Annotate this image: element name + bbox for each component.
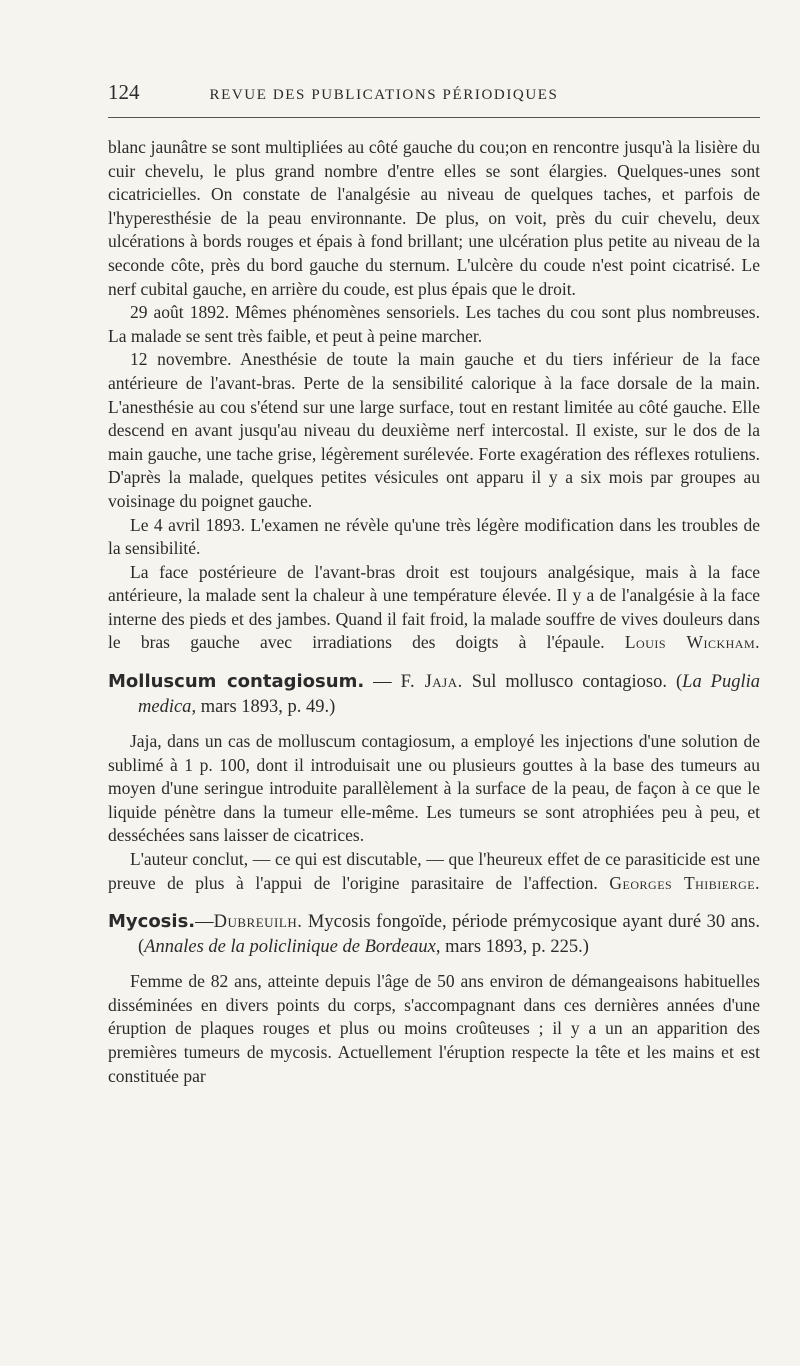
molluscum-journal: La Puglia medica	[138, 672, 761, 718]
molluscum-entry	[108, 669, 760, 895]
mycosis-entry	[108, 909, 760, 1088]
molluscum-paragraph-1: Jaja, dans un cas de molluscum contagiosum, a employé les injections d'une solution de sublimé à 1 p. 100, dont il introduisait une ou plusieurs gouttes à la base des tumeurs au moyen d'une seringue introduite parallèlement à la surface de la peau, de façon à ce que le liquide pénètre dans la tumeur elle-même. Les tumeurs se sont atrophiées peu à peu, et desséchées sans laisser de cicatrices.	[108, 731, 760, 846]
mycosis-paragraph-1: Femme de 82 ans, atteinte depuis l'âge de 50 ans environ de démangeaisons habituelles disséminées en divers points du corps, s'accompagnant dans ces dernières années d'une éruption de plaques rouges et plus ou moins croûteuses ; il y a un an apparition des premières tumeurs de mycosis. Actuellement l'éruption respecte la tête et les mains et est constituée par	[108, 971, 760, 1086]
molluscum-citation: , mars 1893, p. 49.)	[191, 697, 336, 718]
wickham-paragraph-1: blanc jaunâtre se sont multipliées au côté gauche du cou;on en rencontre jusqu'à la lisière du cuir chevelu, le plus grand nombre d'entre elles se sont élargies. Quelques-unes sont cicatricielles. On constate de l'analgésie au niveau de quelques taches, et parfois de l'hyperesthésie de la peau environnante. De plus, on voit, près du cuir chevelu, deux ulcérations à bords rouges et épais à fond brillant; une ulcération plus petite au niveau de la seconde côte, près du bord gauche du sternum. L'ulcère du coude n'est point cicatrisé. Le nerf cubital gauche, en arrière du coude, est plus épais que le droit.	[108, 137, 760, 299]
mycosis-dash: —	[195, 912, 214, 933]
body-text	[108, 136, 760, 1088]
molluscum-heading	[108, 669, 760, 720]
mycosis-citation: , mars 1893, p. 225.)	[435, 937, 589, 958]
mycosis-gap	[108, 960, 760, 970]
wickham-paragraph-2: 29 août 1892. Mêmes phénomènes sensoriels. Les taches du cou sont plus nombreuses. La malade se sent très faible, et peut à peine marcher.	[108, 302, 760, 346]
page-number: 124	[108, 80, 140, 104]
mycosis-article: Mycosis fongoïde, période prémycosique ayant duré 30 ans. (	[138, 912, 760, 958]
molluscum-signature: Georges Thibierge.	[609, 872, 761, 893]
wickham-paragraph-5	[108, 561, 760, 655]
wickham-signature: Louis Wickham.	[624, 632, 760, 653]
molluscum-dash: —	[364, 672, 401, 693]
molluscum-article: Sul mollusco contagioso. (	[462, 672, 683, 693]
molluscum-title: Molluscum contagiosum.	[108, 671, 365, 693]
molluscum-paragraph-2-text: L'auteur conclut, — ce qui est discutable, — que l'heureux effet de ce parasiticide est une preuve de plus à l'appui de l'origine parasitaire de l'affection.	[108, 849, 760, 893]
molluscum-paragraph-2	[108, 848, 760, 895]
mycosis-title: Mycosis.	[108, 911, 196, 933]
running-head: REVUE DES PUBLICATIONS PÉRIODIQUES	[209, 87, 559, 103]
wickham-paragraph-3: 12 novembre. Anesthésie de toute la main gauche et du tiers inférieur de la face antérieure de l'avant-bras. Perte de la sensibilité calorique à la face dorsale de la main. L'anesthésie au cou s'étend sur une large surface, tout en restant limitée au côté gauche. Elle descend en avant jusqu'au niveau du deuxième nerf intercostal. Il existe, sur le dos de la main gauche, une tache grise, légèrement surélevée. Forte exagération des réflexes rotuliens. D'après la malade, quelques petites vésicules ont apparu il y a six mois par groupes au voisinage du poignet gauche.	[108, 349, 760, 511]
mycosis-author: Dubreuilh.	[213, 912, 303, 933]
page-header	[108, 80, 760, 105]
wickham-paragraph-5-text: La face postérieure de l'avant-bras droit est toujours analgésique, mais à la face antérieure, la malade sent la chaleur à une température élevée. Il y a de l'analgésie à la face interne des pieds et des jambes. Quand il fait froid, la malade souffre de vives douleurs dans le bras gauche avec irradiations des doigts à l'épaule.	[108, 561, 760, 653]
molluscum-gap	[108, 720, 760, 730]
wickham-paragraph-4: Le 4 avril 1893. L'examen ne révèle qu'une très légère modification dans les troubles de la sensibilité.	[108, 514, 760, 559]
molluscum-author: F. Jaja.	[400, 672, 463, 693]
mycosis-heading	[108, 909, 760, 960]
header-rule	[108, 117, 760, 118]
mycosis-journal: Annales de la policlinique de Bordeaux	[144, 937, 436, 958]
